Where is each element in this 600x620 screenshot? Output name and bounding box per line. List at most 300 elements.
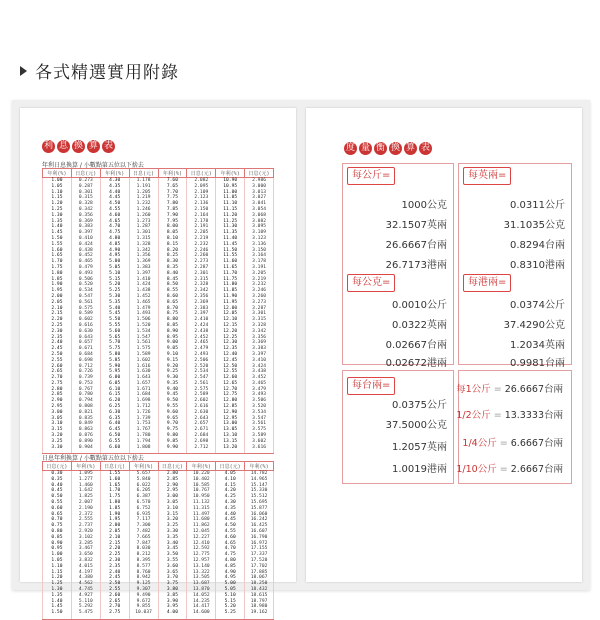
table-footer-cell (100, 616, 129, 620)
conversion-value: 26.6667台兩 (385, 240, 447, 251)
table-cell: 3.616 (245, 445, 274, 451)
table-cell: 12.410 (187, 541, 216, 547)
table-cell: 2.40 (43, 340, 72, 346)
table-cell: 1.642 (71, 488, 100, 494)
table-cell: 3.205 (245, 271, 274, 277)
table-cell: 1.178 (129, 178, 158, 184)
table-cell: 3.000 (245, 184, 274, 190)
table-cell: 2.698 (187, 439, 216, 445)
table-cell: 2.479 (187, 346, 216, 352)
table-cell: 3.493 (245, 392, 274, 398)
table-cell: 2.35 (43, 335, 72, 341)
table-cell: 3.082 (245, 219, 274, 225)
table-cell: 3.55 (158, 558, 187, 564)
table-cell: 3.095 (245, 224, 274, 230)
table-cell: 1.40 (43, 599, 72, 605)
table-cell: 1.547 (129, 335, 158, 341)
table-cell: 0.876 (71, 433, 100, 439)
table-cell: 0.452 (71, 253, 100, 259)
table-cell: 1.780 (129, 433, 158, 439)
table-cell: 0.602 (71, 317, 100, 323)
table-cell: 1.10 (43, 190, 72, 196)
table-cell: 0.60 (43, 506, 72, 512)
table-cell: 3.25 (158, 523, 187, 529)
table-cell: 10.90 (216, 178, 245, 184)
table-cell: 1.10 (43, 564, 72, 570)
table-cell: 3.301 (245, 311, 274, 317)
table-cell: 3.136 (245, 242, 274, 248)
table-cell: 0.684 (71, 352, 100, 358)
table-header: 年利(%) (71, 462, 100, 471)
conversion-value: 26.7173港兩 (385, 260, 447, 271)
table-cell: 4.015 (71, 564, 100, 570)
per-kg-label: 每公斤= (347, 167, 395, 185)
table-cell: 2.342 (187, 288, 216, 294)
table-cell: 2.65 (43, 369, 72, 375)
table-cell: 4.55 (216, 529, 245, 535)
table-cell: 12.45 (216, 358, 245, 364)
table-cell: 7.70 (158, 190, 187, 196)
table-cell: 11.70 (216, 271, 245, 277)
table-cell: 1.00 (43, 178, 72, 184)
table-cell: 1.534 (129, 329, 158, 335)
table-cell: 12.20 (216, 329, 245, 335)
table-body (43, 178, 274, 454)
table-cell: 0.821 (71, 410, 100, 416)
table-cell: 11.132 (187, 500, 216, 506)
table-cell: 3.467 (71, 546, 100, 552)
table-cell: 3.506 (245, 398, 274, 404)
table-header: 年利(%) (158, 169, 187, 178)
table-cell: 1.219 (129, 195, 158, 201)
table-cell: 12.15 (216, 323, 245, 329)
table-cell: 0.506 (71, 277, 100, 283)
title-char: 表 (103, 141, 113, 151)
table-cell: 2.20 (100, 546, 129, 552)
table-cell: 0.30 (43, 471, 72, 477)
table-cell: 1.383 (129, 265, 158, 271)
table-cell: 0.369 (71, 219, 100, 225)
table-cell: 0.698 (71, 358, 100, 364)
table-cell: 0.383 (71, 224, 100, 230)
equals-sign: = (493, 410, 502, 421)
table-cell: 11.85 (216, 288, 245, 294)
table-cell: 18.615 (245, 593, 274, 599)
table-cell: 12.045 (187, 529, 216, 535)
table-cell: 3.397 (245, 352, 274, 358)
table-cell: 3.260 (245, 294, 274, 300)
table-cell: 2.150 (187, 207, 216, 213)
table-cell: 1.85 (43, 277, 72, 283)
table-cell: 0.479 (71, 265, 100, 271)
table-cell: 13.505 (187, 575, 216, 581)
table-cell: 11.497 (187, 512, 216, 518)
table-cell: 0.45 (43, 488, 72, 494)
fraction-row (462, 435, 563, 449)
table-cell: 16.425 (245, 523, 274, 529)
table-cell: 18.432 (245, 587, 274, 593)
table-cell: 14.600 (187, 610, 216, 616)
table-cell: 5.50 (100, 317, 129, 323)
table-cell: 1.342 (129, 248, 158, 254)
table-cell: 1.45 (43, 604, 72, 610)
table-cell: 6.20 (100, 398, 129, 404)
table-cell: 2.095 (187, 184, 216, 190)
table-footer-cell (216, 616, 245, 620)
table-cell: 6.30 (100, 410, 129, 416)
table-cell: 11.25 (216, 219, 245, 225)
table-cell: 3.10 (43, 421, 72, 427)
table-cell: 3.164 (245, 253, 274, 259)
table-footer-cell (187, 616, 216, 620)
table-cell: 2.30 (100, 558, 129, 564)
table-cell: 8.395 (129, 558, 158, 564)
table-cell: 8.10 (158, 236, 187, 242)
table-cell: 2.45 (43, 346, 72, 352)
table-cell: 3.273 (245, 300, 274, 306)
title-char: 表 (420, 143, 430, 153)
title-char: 度 (345, 143, 355, 153)
table-cell: 6.10 (100, 387, 129, 393)
table-cell: 2.575 (187, 387, 216, 393)
table-cell: 2.561 (187, 381, 216, 387)
fraction-label: 每1公斤 (456, 384, 491, 395)
table-header: 日息(元) (187, 169, 216, 178)
title-char: 衡 (375, 143, 385, 153)
table-cell: 2.246 (187, 248, 216, 254)
table-cell: 2.90 (43, 398, 72, 404)
table-cell: 2.082 (187, 178, 216, 184)
fraction-row (456, 381, 563, 395)
table-cell: 3.547 (245, 416, 274, 422)
section-title: 各式精選實用附錄 (35, 63, 179, 83)
table-cell: 3.575 (245, 427, 274, 433)
table-cell: 3.534 (245, 410, 274, 416)
triangle-bullet-icon (20, 66, 27, 76)
table-cell: 0.410 (71, 236, 100, 242)
table-cell: 1.465 (129, 300, 158, 306)
table-cell: 15.877 (245, 506, 274, 512)
table-cell: 8.60 (158, 294, 187, 300)
table-cell: 3.246 (245, 288, 274, 294)
conversion-value: 0.02667台兩 (385, 340, 447, 351)
table-cell: 4.85 (100, 242, 129, 248)
table-cell: 12.95 (216, 416, 245, 422)
table-cell: 3.65 (158, 570, 187, 576)
table-cell: 1.589 (129, 352, 158, 358)
table-cell: 8.30 (158, 259, 187, 265)
table-cell: 1.643 (129, 375, 158, 381)
table-cell: 2.123 (187, 195, 216, 201)
table-cell: 3.369 (245, 340, 274, 346)
table-cell: 4.90 (100, 248, 129, 254)
table-cell: 1.00 (43, 552, 72, 558)
table-cell: 1.20 (43, 201, 72, 207)
table-cell: 0.561 (71, 300, 100, 306)
table-cell: 2.219 (187, 236, 216, 242)
table-cell: 0.287 (71, 184, 100, 190)
table-cell: 6.570 (129, 500, 158, 506)
table-cell: 3.102 (71, 535, 100, 541)
table-cell: 17.155 (245, 546, 274, 552)
table-cell: 0.534 (71, 288, 100, 294)
fraction-row (456, 407, 563, 421)
table-footer-cell (71, 616, 100, 620)
per-ounce-label: 每英兩= (463, 167, 511, 185)
table-cell: 0.397 (71, 230, 100, 236)
table-header: 日息(元) (245, 169, 274, 178)
table-cell: 9.90 (158, 445, 187, 451)
table-cell: 5.15 (216, 599, 245, 605)
table-footer-cell (43, 616, 72, 620)
table-cell: 5.00 (216, 581, 245, 587)
table-cell: 0.835 (71, 416, 100, 422)
table-cell: 0.465 (71, 259, 100, 265)
table-cell: 2.397 (187, 311, 216, 317)
title-char: 利 (43, 141, 53, 151)
table-cell: 9.70 (158, 421, 187, 427)
table-cell: 19.162 (245, 610, 274, 616)
table-cell: 13.00 (216, 421, 245, 427)
table-cell: 2.191 (187, 224, 216, 230)
table-cell: 2.534 (187, 369, 216, 375)
title-char: 換 (390, 143, 400, 153)
table-cell: 16.060 (245, 512, 274, 518)
table-cell: 14.417 (187, 604, 216, 610)
table-header: 年利(%) (43, 169, 72, 178)
table-cell: 1.493 (129, 311, 158, 317)
table-cell: 3.383 (245, 346, 274, 352)
table-footer-cell (158, 450, 187, 454)
table-cell: 5.70 (100, 340, 129, 346)
table-cell: 2.40 (100, 570, 129, 576)
table-cell: 2.684 (187, 433, 216, 439)
table-cell: 3.054 (245, 207, 274, 213)
table-cell: 0.726 (71, 369, 100, 375)
table-cell: 12.55 (216, 369, 245, 375)
table-cell: 2.410 (187, 317, 216, 323)
table-cell: 8.25 (158, 253, 187, 259)
table-cell: 0.863 (71, 427, 100, 433)
fraction-kg-box (458, 370, 572, 484)
table-footer-cell (245, 616, 274, 620)
table-cell: 8.942 (129, 575, 158, 581)
table-cell: 1.55 (43, 242, 72, 248)
table-footer-cell (129, 616, 158, 620)
table-cell: 3.041 (245, 201, 274, 207)
table-cell: 0.643 (71, 335, 100, 341)
table-cell: 3.178 (245, 259, 274, 265)
table-cell: 0.342 (71, 207, 100, 213)
table-cell: 2.35 (100, 564, 129, 570)
table-cell: 2.301 (187, 271, 216, 277)
interest-table-title (42, 140, 115, 153)
table-cell: 4.80 (100, 236, 129, 242)
table-cell: 0.80 (43, 529, 72, 535)
table-cell: 3.589 (245, 433, 274, 439)
table-cell: 5.30 (100, 294, 129, 300)
table-cell: 1.30 (43, 213, 72, 219)
fraction-value: 13.3333台兩 (504, 410, 563, 421)
table-cell: 11.15 (216, 207, 245, 213)
conversion-value: 37.4290公克 (503, 320, 565, 331)
table-header: 年利(%) (216, 169, 245, 178)
table-cell: 1.506 (129, 317, 158, 323)
table-cell: 0.520 (71, 282, 100, 288)
table-cell: 14.052 (187, 593, 216, 599)
table-header: 年利(%) (187, 462, 216, 471)
table-cell: 4.90 (216, 570, 245, 576)
table-cell: 8.577 (129, 564, 158, 570)
table-cell: 2.15 (43, 311, 72, 317)
table-cell: 12.00 (216, 306, 245, 312)
table-cell: 3.424 (245, 364, 274, 370)
table-cell: 6.40 (100, 421, 129, 427)
table-cell: 4.45 (100, 195, 129, 201)
table-cell: 12.85 (216, 404, 245, 410)
table-cell: 2.70 (43, 375, 72, 381)
table-cell: 2.50 (100, 581, 129, 587)
table-cell: 5.05 (216, 587, 245, 593)
per-gram-label: 每公克= (347, 274, 395, 292)
table-cell: 11.315 (187, 506, 216, 512)
table-cell: 4.85 (216, 564, 245, 570)
table-cell: 2.465 (187, 340, 216, 346)
table-cell: 4.25 (216, 494, 245, 500)
table-cell: 7.90 (158, 213, 187, 219)
table-cell: 1.808 (129, 445, 158, 451)
table-cell: 11.05 (216, 195, 245, 201)
table-cell: 3.95 (158, 604, 187, 610)
table-cell: 8.20 (158, 248, 187, 254)
fraction-label: 1/4公斤 (462, 438, 497, 449)
table-cell: 4.00 (158, 610, 187, 616)
table-cell: 6.022 (129, 483, 158, 489)
table-cell: 3.013 (245, 190, 274, 196)
table-cell: 3.328 (245, 323, 274, 329)
table-cell: 3.60 (158, 564, 187, 570)
table-cell: 6.752 (129, 506, 158, 512)
table-cell: 3.452 (245, 375, 274, 381)
table-cell: 9.125 (129, 581, 158, 587)
table-cell: 3.356 (245, 335, 274, 341)
table-cell: 1.85 (100, 506, 129, 512)
table-cell: 0.328 (71, 201, 100, 207)
table-cell: 2.315 (187, 277, 216, 283)
table-cell: 11.60 (216, 259, 245, 265)
table-cell: 2.05 (100, 529, 129, 535)
table-cell: 4.95 (216, 575, 245, 581)
table-cell: 0.35 (43, 477, 72, 483)
table-cell: 5.75 (100, 346, 129, 352)
table-cell: 2.616 (187, 404, 216, 410)
table-cell: 1.15 (43, 570, 72, 576)
table-cell: 5.292 (71, 604, 100, 610)
per-tw-tael-label: 每台兩= (347, 377, 395, 395)
table-cell: 10.767 (187, 488, 216, 494)
table-cell: 3.85 (158, 593, 187, 599)
table-cell: 3.650 (71, 552, 100, 558)
table-cell: 4.65 (100, 219, 129, 225)
table-cell: 7.95 (158, 219, 187, 225)
table-cell: 12.90 (216, 410, 245, 416)
table-cell: 2.424 (187, 323, 216, 329)
table-cell: 1.50 (43, 236, 72, 242)
table-cell: 3.520 (245, 404, 274, 410)
table-cell: 17.702 (245, 564, 274, 570)
table-cell: 12.40 (216, 352, 245, 358)
table-cell: 17.520 (245, 558, 274, 564)
table-cell: 3.50 (158, 552, 187, 558)
table-cell: 1.277 (71, 477, 100, 483)
table-cell: 3.45 (158, 546, 187, 552)
table-cell: 12.227 (187, 535, 216, 541)
table-cell: 1.452 (129, 294, 158, 300)
table-cell: 13.05 (216, 427, 245, 433)
table-header: 日息(元) (129, 169, 158, 178)
table-cell: 6.35 (100, 416, 129, 422)
table-cell: 3.00 (158, 494, 187, 500)
table-cell: 1.328 (129, 242, 158, 248)
table-cell: 1.65 (43, 253, 72, 259)
table-cell: 12.60 (216, 375, 245, 381)
table-cell: 1.45 (43, 230, 72, 236)
table-cell: 9.40 (158, 387, 187, 393)
table-cell: 18.250 (245, 581, 274, 587)
table-cell: 1.246 (129, 207, 158, 213)
table-cell: 2.190 (71, 506, 100, 512)
table-footer-cell (187, 450, 216, 454)
table-cell: 15.512 (245, 494, 274, 500)
table-cell: 11.00 (216, 190, 245, 196)
per-ounce-box (458, 163, 572, 369)
table-cell: 7.665 (129, 535, 158, 541)
table-cell: 4.05 (216, 471, 245, 477)
table-cell: 4.30 (100, 178, 129, 184)
notebook-spread (12, 100, 590, 616)
table-cell: 3.30 (158, 529, 187, 535)
table-cell: 0.90 (43, 541, 72, 547)
table-cell: 9.10 (158, 352, 187, 358)
table-cell: 0.493 (71, 271, 100, 277)
table-cell: 18.980 (245, 604, 274, 610)
table-cell: 4.50 (100, 201, 129, 207)
table-cell: 0.849 (71, 421, 100, 427)
table-cell: 10.95 (216, 184, 245, 190)
table-cell: 1.40 (43, 224, 72, 230)
table-cell: 7.65 (158, 184, 187, 190)
table-cell: 13.10 (216, 433, 245, 439)
table-footer-cell (245, 450, 274, 454)
table-cell: 1.50 (43, 610, 72, 616)
table-cell: 1.30 (43, 587, 72, 593)
table-cell: 6.50 (100, 433, 129, 439)
conversion-value: 0.02672港兩 (385, 358, 447, 369)
table-cell: 6.60 (100, 445, 129, 451)
table-cell: 4.50 (216, 523, 245, 529)
table-cell: 1.479 (129, 306, 158, 312)
table-cell: 3.123 (245, 236, 274, 242)
conversion-value: 0.0375公斤 (392, 400, 447, 411)
table-cell: 5.95 (100, 369, 129, 375)
table-cell: 2.438 (187, 329, 216, 335)
table-cell: 1.794 (129, 439, 158, 445)
table-cell: 9.20 (158, 364, 187, 370)
conversion-value: 37.5000公克 (385, 420, 447, 431)
table-cell: 3.80 (158, 587, 187, 593)
table-cell: 8.90 (158, 329, 187, 335)
table-cell: 1.602 (129, 358, 158, 364)
